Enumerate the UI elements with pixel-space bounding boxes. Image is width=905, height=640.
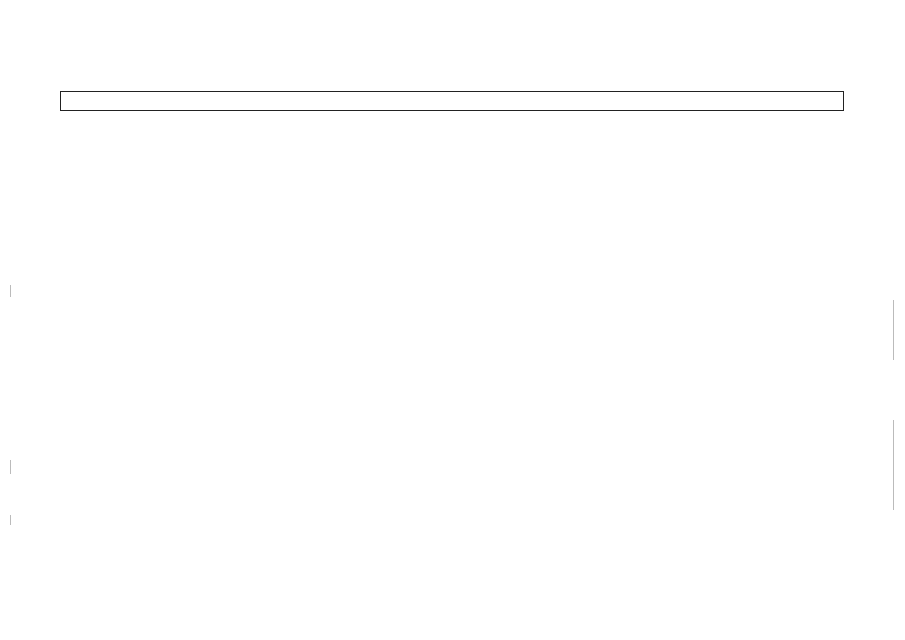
table-header-row <box>60 91 844 111</box>
scan-mark <box>10 285 11 297</box>
scan-mark <box>10 460 11 474</box>
scan-mark <box>893 420 894 510</box>
scan-mark <box>10 515 11 525</box>
scan-mark <box>893 300 894 360</box>
